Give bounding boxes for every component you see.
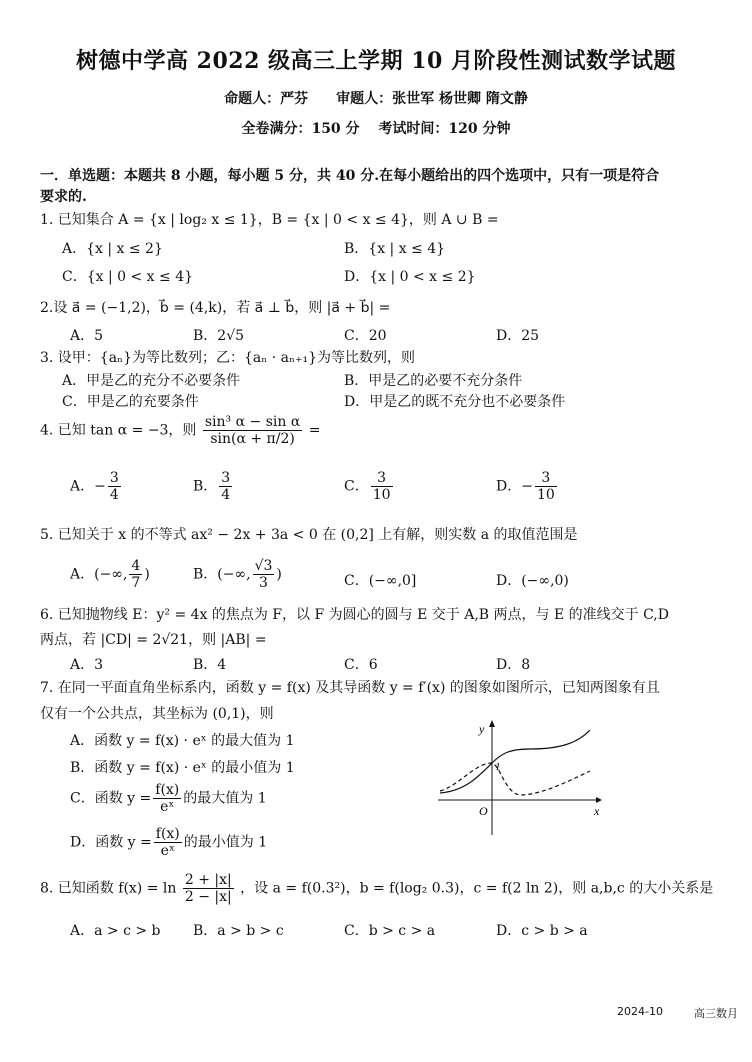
q4-option-a [70,470,123,503]
q4-d-den: 10 [536,487,555,503]
q7-option-c [70,782,267,815]
q4-frac-den: sin(α + π/2) [210,431,295,447]
q4-c-label: C． [344,478,369,495]
question-6: 6. 已知抛物线 E：y² = 4x 的焦点为 F，以 F 为圆心的圆与 E 交于 A,B 两点，与 E 的准线交于 C,D [40,607,669,623]
q5-option-b [193,558,282,591]
footer-date: 2024-10 [617,1005,663,1018]
q7-option-d [70,826,267,859]
question-5: 5. 已知关于 x 的不等式 ax² − 2x + 3a < 0 在 (0,2] 上有解，则实数 a 的取值范围是 [40,527,578,543]
q4-a-label: A． [70,478,95,495]
q8-text-pre: 8. 已知函数 f(x) = ln [40,880,177,897]
q3-option-c: C．甲是乙的充要条件 [62,394,199,410]
exam-info-line: 全卷满分：150 分 考试时间：120 分钟 [241,121,511,137]
q1-option-d: D．{x | 0 < x ≤ 2} [344,269,476,285]
q5-b-label: B．(−∞, [193,566,251,583]
q4-d-num: 3 [535,470,557,487]
q3-option-b: B．甲是乙的必要不充分条件 [344,373,523,389]
q4-option-c [344,470,395,503]
q7-d-label: D．函数 y = [70,834,152,851]
x-axis-arrow [596,797,602,803]
question-4 [40,414,320,447]
q2-option-c: C．20 [344,328,387,344]
q5-option-a [70,558,150,591]
q2-option-b: B．2√5 [193,328,245,344]
section-heading-cont: 要求的. [40,189,87,205]
graph-y-label: y [479,722,485,736]
graph-point-label: 1 [495,761,501,773]
q5-b-num: √3 [254,558,273,574]
q1-option-b: B．{x | x ≤ 4} [344,241,446,257]
q4-a-sign: − [94,478,106,495]
q4-a-den: 4 [109,487,119,503]
question-7-cont: 仅有一个公共点，其坐标为 (0,1)，则 [40,706,274,722]
q7-d-num: f(x) [155,826,180,842]
q2-option-d: D．25 [496,328,540,344]
q4-option-d [496,470,559,503]
q8-option-a: A．a > c > b [70,923,161,939]
q5-b-den: 3 [259,575,268,591]
section-heading: 一．单选题：本题共 8 小题，每小题 5 分，共 40 分.在每小题给出的四个选项中，只有一项是符合 [40,168,660,184]
q6-option-b: B．4 [193,657,227,673]
q5-a-den: 7 [131,575,141,591]
q7-c-label: C．函数 y = [70,790,152,807]
q4-option-b [193,470,234,503]
q6-option-c: C．6 [344,657,378,673]
q8-frac-den: 2 − |x| [184,889,232,905]
question-2: 2.设 a⃗ = (−1,2)，b⃗ = (4,k)，若 a⃗ ⊥ b⃗，则 |a⃗ + b⃗| = [40,300,391,316]
q4-d-label: D． [496,478,522,495]
q7-option-a: A．函数 y = f(x) · eˣ 的最大值为 1 [70,733,295,749]
q2-option-a: A．5 [70,328,104,344]
authors-line: 命题人：严芬 审题人：张世军 杨世卿 隋文静 [224,91,528,107]
q3-option-d: D．甲是乙的既不充分也不必要条件 [344,394,566,410]
q7-c-den: eˣ [160,799,175,815]
q5-b-close: ) [276,566,282,583]
q5-option-d: D．(−∞,0) [496,573,569,589]
q1-option-a: A．{x | x ≤ 2} [62,241,163,257]
q8-option-d: D．c > b > a [496,923,588,939]
q5-a-num: 4 [131,558,141,574]
q4-frac-num: sin³ α − sin α [204,414,301,430]
question-3: 3. 设甲：{aₙ}为等比数列；乙：{aₙ · aₙ₊₁}为等比数列，则 [40,350,415,366]
q7-d-den: eˣ [160,843,175,859]
y-axis-arrow [489,720,495,727]
q7-c-num: f(x) [155,782,180,798]
q4-b-num: 3 [221,470,231,486]
q4-fraction [203,414,302,447]
question-8 [40,872,713,905]
q3-option-a: A．甲是乙的充分不必要条件 [62,373,241,389]
page-title: 树德中学高 2022 级高三上学期 10 月阶段性测试数学试题 [76,48,676,74]
graph-x-label: x [594,804,600,818]
q1-option-c: C．{x | 0 < x ≤ 4} [62,269,194,285]
curve-f [440,730,590,793]
q4-c-num: 3 [371,470,393,487]
q8-option-c: C．b > c > a [344,923,436,939]
q4-b-den: 4 [221,487,231,503]
q5-a-close: ) [144,566,150,583]
q8-frac-num: 2 + |x| [184,872,232,888]
q7-d-post: 的最小值为 1 [183,834,268,851]
graph-origin-label: O [479,804,488,818]
question-1: 1. 已知集合 A = {x | log₂ x ≤ 1}，B = {x | 0 < x ≤ 4}，则 A ∪ B = [40,212,499,228]
q4-a-num: 3 [109,470,119,486]
q4-d-sign: − [521,478,533,495]
q4-equals: = [308,422,321,439]
q8-option-b: B．a > b > c [193,923,284,939]
q4-text: 4. 已知 tan α = −3，则 [40,422,197,439]
q7-option-b: B．函数 y = f(x) · eˣ 的最小值为 1 [70,760,295,776]
q5-a-label: A．(−∞, [70,566,128,583]
q6-option-d: D．8 [496,657,531,673]
footer-course: 高三数月 [694,1007,738,1020]
q7-c-post: 的最大值为 1 [183,790,267,807]
q6-option-a: A．3 [70,657,104,673]
curve-f-prime [440,763,590,795]
q7-function-graph [430,715,605,840]
question-7: 7. 在同一平面直角坐标系内，函数 y = f(x) 及其导函数 y = f′(x) 的图象如图所示，已知两图象有且 [40,680,660,696]
q4-c-den: 10 [372,487,391,503]
q8-text-post: ，设 a = f(0.3²)，b = f(log₂ 0.3)，c = f(2 ln 2)，则 a,b,c 的大小关系是 [240,880,714,897]
question-6-cont: 两点，若 |CD| = 2√21，则 |AB| = [40,632,267,648]
q5-option-c: C．(−∞,0] [344,573,417,589]
q8-fraction [183,872,234,905]
q4-b-label: B． [193,478,218,495]
